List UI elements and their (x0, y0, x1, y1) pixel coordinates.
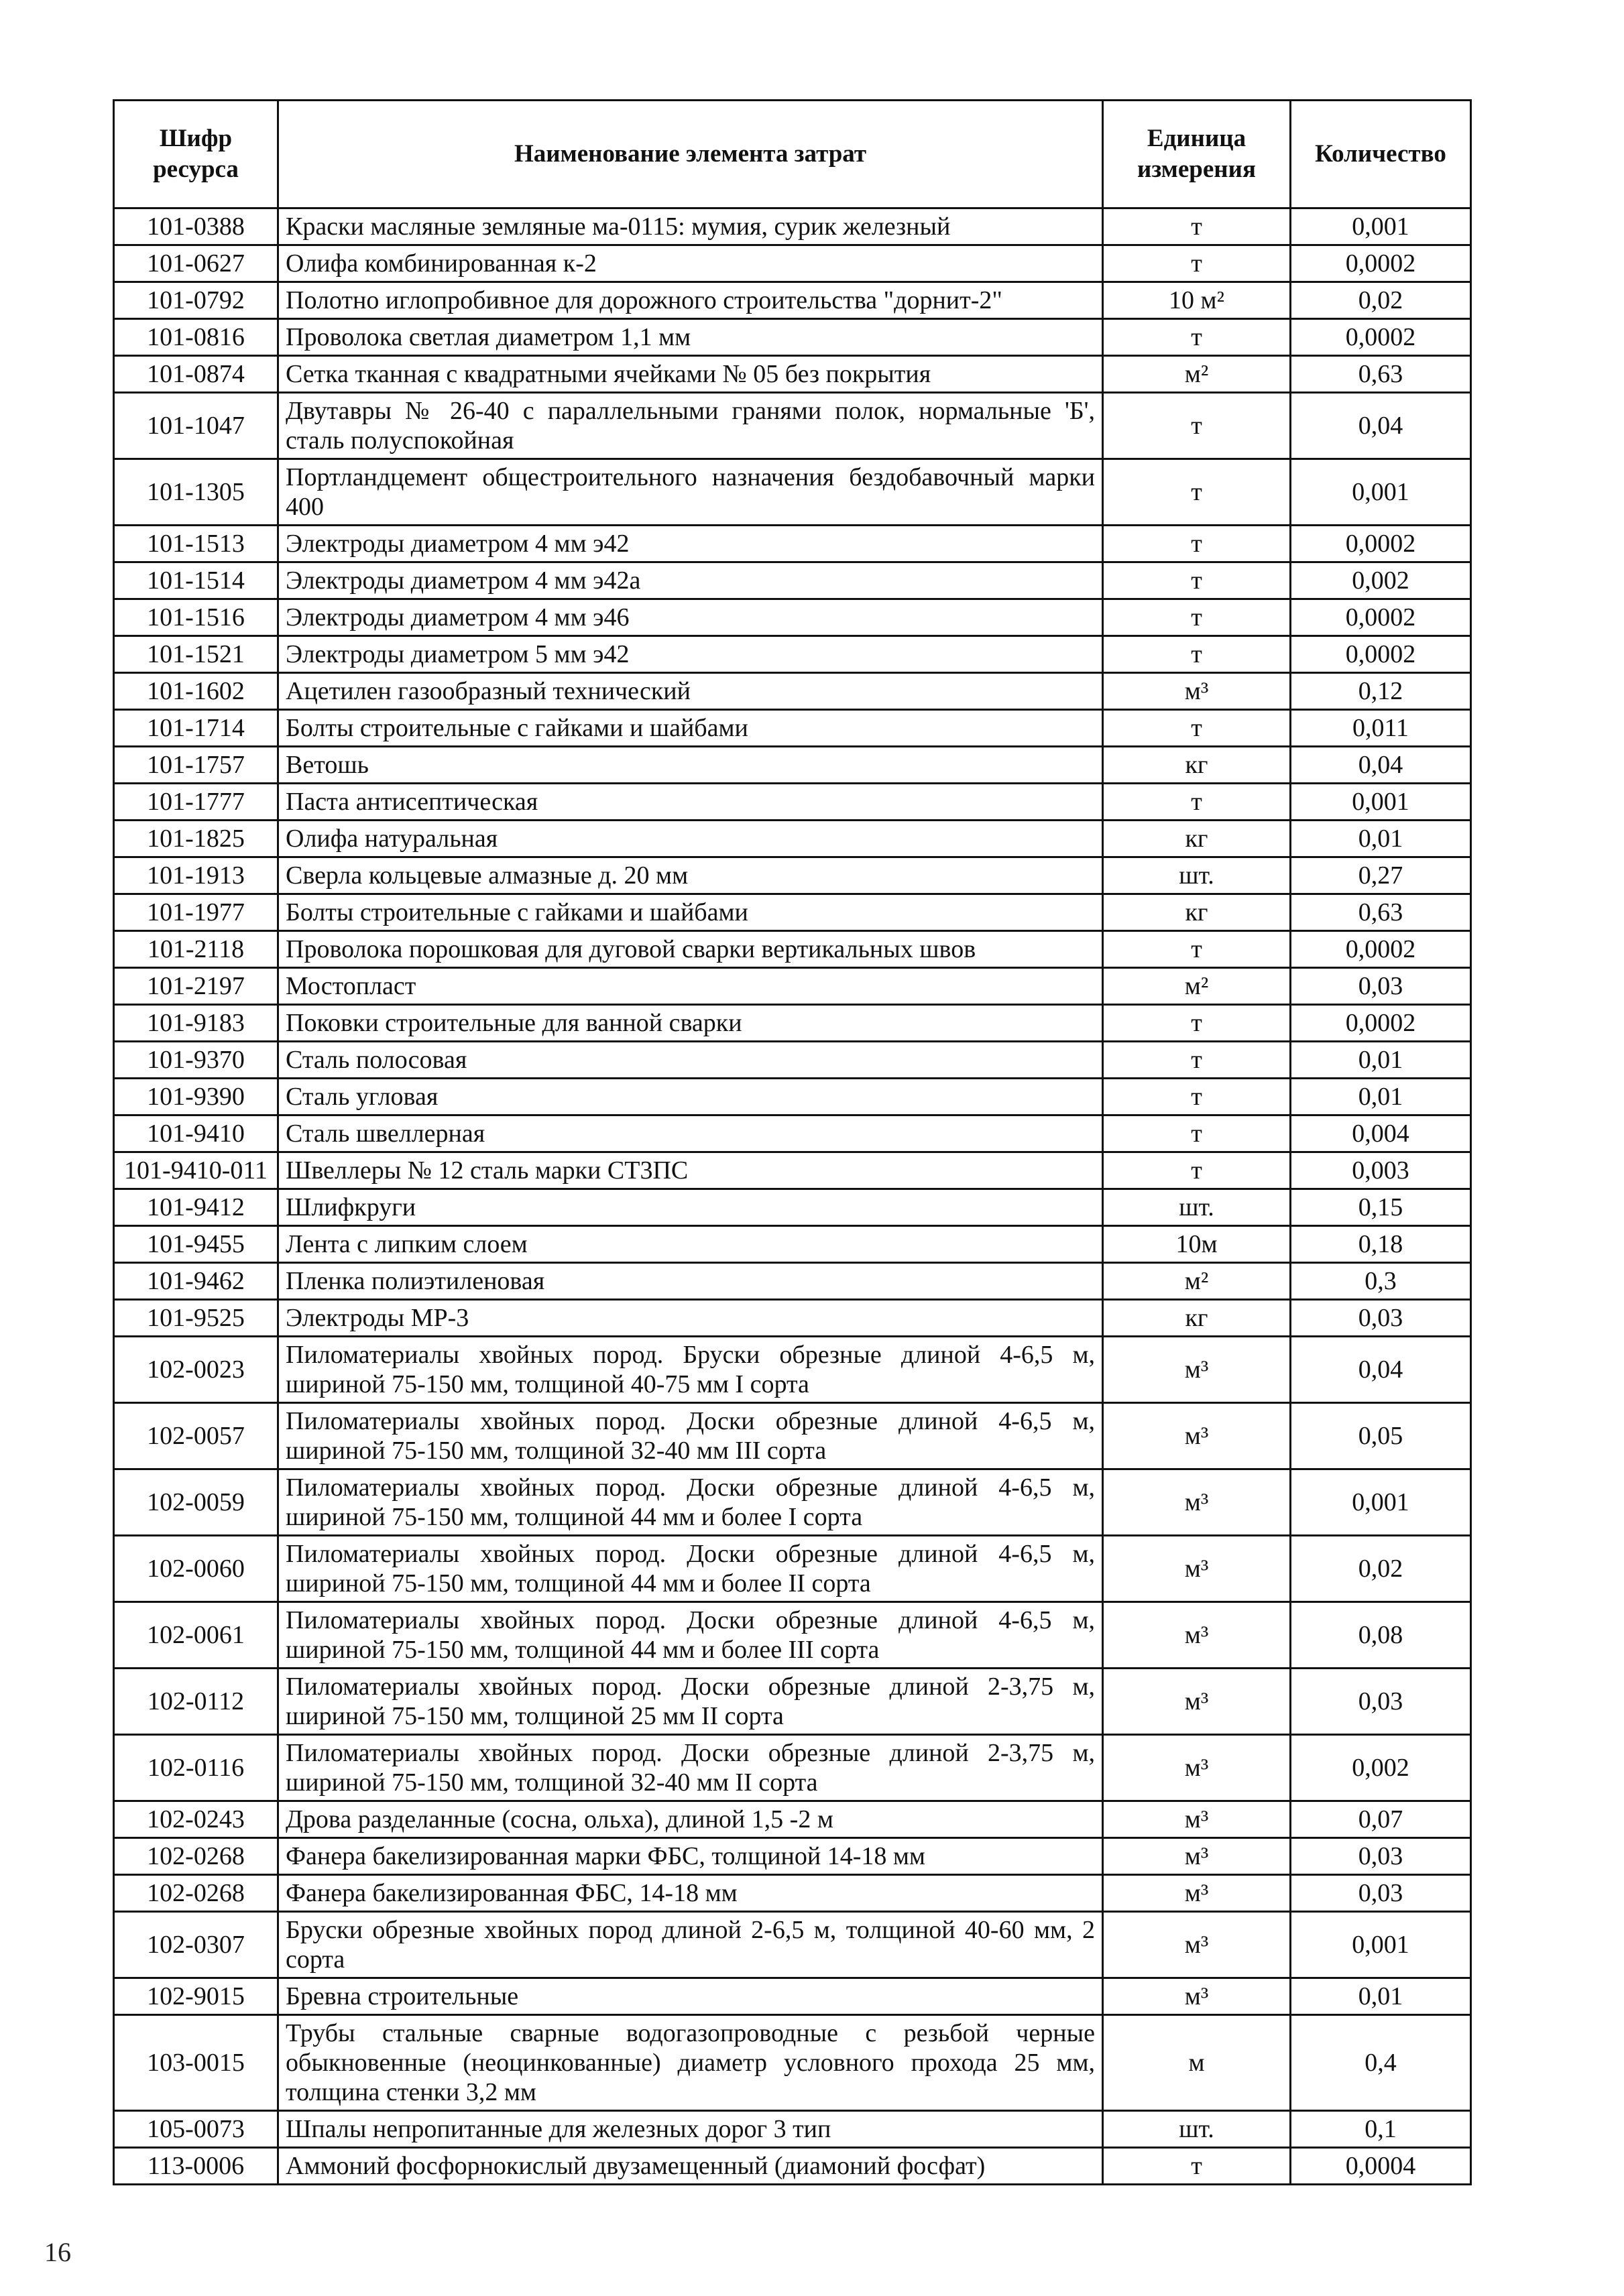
cell-unit: м³ (1103, 1978, 1291, 2015)
table-row (114, 857, 1471, 894)
cell-unit: м³ (1103, 1469, 1291, 1536)
cell-resource-code: 101-1602 (114, 673, 278, 710)
cell-quantity: 0,004 (1291, 1115, 1471, 1152)
cell-quantity: 0,04 (1291, 393, 1471, 459)
cell-resource-code: 101-1513 (114, 526, 278, 562)
cell-quantity: 0,003 (1291, 1152, 1471, 1189)
cell-quantity: 0,001 (1291, 1469, 1471, 1536)
resource-table (113, 99, 1472, 2185)
table-row (114, 393, 1471, 459)
cell-quantity: 0,0004 (1291, 2148, 1471, 2185)
table-row (114, 1403, 1471, 1469)
table-row (114, 1875, 1471, 1912)
cell-resource-code: 101-9412 (114, 1189, 278, 1226)
cell-unit: м³ (1103, 1403, 1291, 1469)
cell-quantity: 0,001 (1291, 1912, 1471, 1978)
cell-unit: шт. (1103, 1189, 1291, 1226)
table-row (114, 2015, 1471, 2111)
table-row (114, 968, 1471, 1005)
cell-cost-element-name: Проволока светлая диаметром 1,1 мм (278, 319, 1103, 356)
header-resource-code: Шифр ресурса (114, 101, 278, 208)
cell-quantity: 0,03 (1291, 968, 1471, 1005)
table-row (114, 282, 1471, 319)
cell-resource-code: 102-0116 (114, 1735, 278, 1801)
cell-quantity: 0,001 (1291, 208, 1471, 245)
cell-cost-element-name: Пленка полиэтиленовая (278, 1263, 1103, 1300)
cell-quantity: 0,0002 (1291, 931, 1471, 968)
cell-quantity: 0,63 (1291, 356, 1471, 393)
cell-cost-element-name: Лента с липким слоем (278, 1226, 1103, 1263)
cell-unit: т (1103, 2148, 1291, 2185)
cell-cost-element-name: Шпалы непропитанные для железных дорог 3 тип (278, 2111, 1103, 2148)
cell-unit: кг (1103, 1300, 1291, 1337)
cell-resource-code: 101-0792 (114, 282, 278, 319)
cell-resource-code: 101-1714 (114, 710, 278, 747)
table-row (114, 599, 1471, 636)
table-header-row (114, 101, 1471, 208)
cell-resource-code: 101-9410-011 (114, 1152, 278, 1189)
table-row (114, 1801, 1471, 1838)
cell-cost-element-name: Бревна строительные (278, 1978, 1103, 2015)
cell-quantity: 0,02 (1291, 1536, 1471, 1602)
table-row (114, 821, 1471, 857)
cell-cost-element-name: Мостопласт (278, 968, 1103, 1005)
cell-quantity: 0,4 (1291, 2015, 1471, 2111)
cell-unit: м³ (1103, 1536, 1291, 1602)
cell-cost-element-name: Дрова разделанные (сосна, ольха), длиной 1,5 -2 м (278, 1801, 1103, 1838)
cell-resource-code: 101-9390 (114, 1079, 278, 1115)
cell-cost-element-name: Сетка тканная с квадратными ячейками № 05 без покрытия (278, 356, 1103, 393)
cell-unit: м³ (1103, 1875, 1291, 1912)
cell-quantity: 0,01 (1291, 1978, 1471, 2015)
cell-unit: т (1103, 1152, 1291, 1189)
cell-resource-code: 101-0874 (114, 356, 278, 393)
table-row (114, 1602, 1471, 1669)
table-row (114, 710, 1471, 747)
cell-resource-code: 102-0060 (114, 1536, 278, 1602)
cell-cost-element-name: Олифа комбинированная к-2 (278, 245, 1103, 282)
table-row (114, 1005, 1471, 1042)
table-row (114, 1226, 1471, 1263)
cell-quantity: 0,05 (1291, 1403, 1471, 1469)
cell-unit: т (1103, 931, 1291, 968)
cell-cost-element-name: Двутавры № 26-40 с параллельными гранями полок, нормальные 'Б', сталь полуспокойная (278, 393, 1103, 459)
cell-resource-code: 101-9455 (114, 1226, 278, 1263)
cell-resource-code: 101-1757 (114, 747, 278, 784)
cell-cost-element-name: Болты строительные с гайками и шайбами (278, 710, 1103, 747)
cell-resource-code: 101-1913 (114, 857, 278, 894)
cell-cost-element-name: Ацетилен газообразный технический (278, 673, 1103, 710)
cell-quantity: 0,011 (1291, 710, 1471, 747)
cell-resource-code: 101-2118 (114, 931, 278, 968)
cell-unit: м (1103, 2015, 1291, 2111)
page-number: 16 (44, 2237, 71, 2267)
cell-quantity: 0,3 (1291, 1263, 1471, 1300)
cell-unit: т (1103, 1079, 1291, 1115)
cell-cost-element-name: Пиломатериалы хвойных пород. Бруски обрезные длиной 4-6,5 м, шириной 75-150 мм, толщиной 40-75 мм I сорта (278, 1337, 1103, 1403)
cell-unit: т (1103, 393, 1291, 459)
cell-cost-element-name: Паста антисептическая (278, 784, 1103, 821)
cell-unit: т (1103, 710, 1291, 747)
cell-cost-element-name: Фанера бакелизированная марки ФБС, толщиной 14-18 мм (278, 1838, 1103, 1875)
cell-resource-code: 102-0112 (114, 1669, 278, 1735)
cell-resource-code: 101-9525 (114, 1300, 278, 1337)
cell-resource-code: 101-1514 (114, 562, 278, 599)
cell-resource-code: 102-0243 (114, 1801, 278, 1838)
cell-resource-code: 101-9462 (114, 1263, 278, 1300)
cell-quantity: 0,03 (1291, 1669, 1471, 1735)
resource-table-container (113, 99, 1470, 2185)
header-quantity: Количество (1291, 101, 1471, 208)
cell-cost-element-name: Краски масляные земляные ма-0115: мумия, сурик железный (278, 208, 1103, 245)
cell-quantity: 0,0002 (1291, 636, 1471, 673)
table-row (114, 636, 1471, 673)
cell-quantity: 0,001 (1291, 784, 1471, 821)
table-row (114, 356, 1471, 393)
cell-cost-element-name: Портландцемент общестроительного назначения бездобавочный марки 400 (278, 459, 1103, 526)
cell-quantity: 0,02 (1291, 282, 1471, 319)
table-row (114, 526, 1471, 562)
cell-unit: т (1103, 1115, 1291, 1152)
cell-quantity: 0,0002 (1291, 245, 1471, 282)
cell-resource-code: 101-0627 (114, 245, 278, 282)
cell-cost-element-name: Фанера бакелизированная ФБС, 14-18 мм (278, 1875, 1103, 1912)
cell-resource-code: 101-0388 (114, 208, 278, 245)
cell-resource-code: 101-1825 (114, 821, 278, 857)
table-row (114, 245, 1471, 282)
cell-resource-code: 102-9015 (114, 1978, 278, 2015)
cell-cost-element-name: Проволока порошковая для дуговой сварки вертикальных швов (278, 931, 1103, 968)
cell-unit: шт. (1103, 2111, 1291, 2148)
table-body (114, 208, 1471, 2185)
cell-cost-element-name: Электроды диаметром 4 мм э42 (278, 526, 1103, 562)
table-row (114, 2148, 1471, 2185)
cell-resource-code: 102-0268 (114, 1838, 278, 1875)
table-row (114, 1469, 1471, 1536)
cell-quantity: 0,0002 (1291, 319, 1471, 356)
table-row (114, 1735, 1471, 1801)
cell-quantity: 0,001 (1291, 459, 1471, 526)
cell-unit: т (1103, 459, 1291, 526)
cell-quantity: 0,01 (1291, 1079, 1471, 1115)
cell-unit: т (1103, 636, 1291, 673)
cell-resource-code: 101-0816 (114, 319, 278, 356)
cell-unit: т (1103, 784, 1291, 821)
cell-cost-element-name: Пиломатериалы хвойных пород. Доски обрезные длиной 4-6,5 м, шириной 75-150 мм, толщиной 32-40 мм III сорта (278, 1403, 1103, 1469)
table-row (114, 1189, 1471, 1226)
cell-unit: т (1103, 1042, 1291, 1079)
cell-unit: м³ (1103, 1801, 1291, 1838)
cell-cost-element-name: Олифа натуральная (278, 821, 1103, 857)
cell-cost-element-name: Шлифкруги (278, 1189, 1103, 1226)
cell-quantity: 0,002 (1291, 1735, 1471, 1801)
cell-quantity: 0,03 (1291, 1838, 1471, 1875)
cell-cost-element-name: Трубы стальные сварные водогазопроводные с резьбой черные обыкновенные (неоцинкованные) диаметр условного прохода 25 мм, толщина стенки 3,2 мм (278, 2015, 1103, 2111)
cell-cost-element-name: Бруски обрезные хвойных пород длиной 2-6,5 м, толщиной 40-60 мм, 2 сорта (278, 1912, 1103, 1978)
cell-unit: м³ (1103, 1912, 1291, 1978)
cell-resource-code: 113-0006 (114, 2148, 278, 2185)
cell-quantity: 0,01 (1291, 1042, 1471, 1079)
cell-unit: кг (1103, 747, 1291, 784)
cell-quantity: 0,08 (1291, 1602, 1471, 1669)
cell-quantity: 0,63 (1291, 894, 1471, 931)
cell-cost-element-name: Электроды диаметром 4 мм э42а (278, 562, 1103, 599)
cell-quantity: 0,07 (1291, 1801, 1471, 1838)
table-row (114, 562, 1471, 599)
cell-quantity: 0,15 (1291, 1189, 1471, 1226)
cell-unit: м³ (1103, 1735, 1291, 1801)
cell-cost-element-name: Полотно иглопробивное для дорожного строительства "дорнит-2" (278, 282, 1103, 319)
cell-quantity: 0,0002 (1291, 599, 1471, 636)
cell-cost-element-name: Сталь швеллерная (278, 1115, 1103, 1152)
cell-cost-element-name: Ветошь (278, 747, 1103, 784)
cell-unit: т (1103, 245, 1291, 282)
cell-quantity: 0,0002 (1291, 1005, 1471, 1042)
cell-unit: м³ (1103, 1838, 1291, 1875)
table-row (114, 1536, 1471, 1602)
cell-resource-code: 101-1521 (114, 636, 278, 673)
cell-resource-code: 103-0015 (114, 2015, 278, 2111)
table-row (114, 319, 1471, 356)
table-row (114, 1263, 1471, 1300)
cell-unit: т (1103, 1005, 1291, 1042)
cell-unit: т (1103, 526, 1291, 562)
cell-resource-code: 101-1305 (114, 459, 278, 526)
cell-unit: т (1103, 562, 1291, 599)
cell-unit: кг (1103, 894, 1291, 931)
table-row (114, 2111, 1471, 2148)
cell-resource-code: 101-2197 (114, 968, 278, 1005)
cell-resource-code: 101-1516 (114, 599, 278, 636)
cell-unit: м² (1103, 968, 1291, 1005)
cell-resource-code: 105-0073 (114, 2111, 278, 2148)
cell-unit: 10м (1103, 1226, 1291, 1263)
cell-unit: т (1103, 599, 1291, 636)
table-row (114, 931, 1471, 968)
cell-quantity: 0,04 (1291, 1337, 1471, 1403)
table-row (114, 894, 1471, 931)
cell-cost-element-name: Электроды диаметром 4 мм э46 (278, 599, 1103, 636)
cell-cost-element-name: Пиломатериалы хвойных пород. Доски обрезные длиной 2-3,75 м, шириной 75-150 мм, толщиной 32-40 мм II сорта (278, 1735, 1103, 1801)
table-row (114, 1152, 1471, 1189)
cell-quantity: 0,03 (1291, 1875, 1471, 1912)
table-row (114, 747, 1471, 784)
cell-unit: м³ (1103, 1602, 1291, 1669)
cell-unit: т (1103, 319, 1291, 356)
header-unit: Единица измерения (1103, 101, 1291, 208)
table-row (114, 1912, 1471, 1978)
cell-cost-element-name: Пиломатериалы хвойных пород. Доски обрезные длиной 4-6,5 м, шириной 75-150 мм, толщиной 44 мм и более I сорта (278, 1469, 1103, 1536)
table-row (114, 208, 1471, 245)
cell-cost-element-name: Аммоний фосфорнокислый двузамещенный (диамоний фосфат) (278, 2148, 1103, 2185)
table-row (114, 784, 1471, 821)
cell-cost-element-name: Пиломатериалы хвойных пород. Доски обрезные длиной 4-6,5 м, шириной 75-150 мм, толщиной 44 мм и более II сорта (278, 1536, 1103, 1602)
cell-quantity: 0,12 (1291, 673, 1471, 710)
cell-cost-element-name: Электроды диаметром 5 мм э42 (278, 636, 1103, 673)
cell-quantity: 0,18 (1291, 1226, 1471, 1263)
cell-unit: кг (1103, 821, 1291, 857)
cell-quantity: 0,01 (1291, 821, 1471, 857)
cell-unit: м² (1103, 1263, 1291, 1300)
cell-resource-code: 102-0023 (114, 1337, 278, 1403)
table-row (114, 459, 1471, 526)
cell-cost-element-name: Пиломатериалы хвойных пород. Доски обрезные длиной 4-6,5 м, шириной 75-150 мм, толщиной 44 мм и более III сорта (278, 1602, 1103, 1669)
cell-cost-element-name: Сверла кольцевые алмазные д. 20 мм (278, 857, 1103, 894)
cell-unit: м³ (1103, 1337, 1291, 1403)
cell-cost-element-name: Пиломатериалы хвойных пород. Доски обрезные длиной 2-3,75 м, шириной 75-150 мм, толщиной 25 мм II сорта (278, 1669, 1103, 1735)
cell-quantity: 0,002 (1291, 562, 1471, 599)
cell-resource-code: 102-0307 (114, 1912, 278, 1978)
cell-unit: м³ (1103, 1669, 1291, 1735)
table-row (114, 1079, 1471, 1115)
cell-quantity: 0,1 (1291, 2111, 1471, 2148)
cell-unit: т (1103, 208, 1291, 245)
cell-resource-code: 101-9370 (114, 1042, 278, 1079)
table-row (114, 1115, 1471, 1152)
table-row (114, 1838, 1471, 1875)
cell-unit: м² (1103, 356, 1291, 393)
cell-resource-code: 102-0059 (114, 1469, 278, 1536)
cell-unit: шт. (1103, 857, 1291, 894)
cell-resource-code: 101-1777 (114, 784, 278, 821)
cell-resource-code: 101-1047 (114, 393, 278, 459)
cell-cost-element-name: Болты строительные с гайками и шайбами (278, 894, 1103, 931)
cell-resource-code: 102-0057 (114, 1403, 278, 1469)
cell-quantity: 0,03 (1291, 1300, 1471, 1337)
cell-resource-code: 101-9410 (114, 1115, 278, 1152)
cell-quantity: 0,0002 (1291, 526, 1471, 562)
cell-cost-element-name: Сталь полосовая (278, 1042, 1103, 1079)
table-row (114, 673, 1471, 710)
table-row (114, 1300, 1471, 1337)
cell-unit: м³ (1103, 673, 1291, 710)
table-row (114, 1337, 1471, 1403)
header-cost-element-name: Наименование элемента затрат (278, 101, 1103, 208)
cell-resource-code: 102-0268 (114, 1875, 278, 1912)
cell-quantity: 0,27 (1291, 857, 1471, 894)
cell-resource-code: 101-1977 (114, 894, 278, 931)
table-row (114, 1669, 1471, 1735)
cell-quantity: 0,04 (1291, 747, 1471, 784)
table-row (114, 1978, 1471, 2015)
cell-cost-element-name: Электроды МР-3 (278, 1300, 1103, 1337)
table-row (114, 1042, 1471, 1079)
cell-cost-element-name: Поковки строительные для ванной сварки (278, 1005, 1103, 1042)
cell-resource-code: 102-0061 (114, 1602, 278, 1669)
cell-cost-element-name: Швеллеры № 12 сталь марки СТ3ПС (278, 1152, 1103, 1189)
cell-resource-code: 101-9183 (114, 1005, 278, 1042)
cell-cost-element-name: Сталь угловая (278, 1079, 1103, 1115)
cell-unit: 10 м² (1103, 282, 1291, 319)
